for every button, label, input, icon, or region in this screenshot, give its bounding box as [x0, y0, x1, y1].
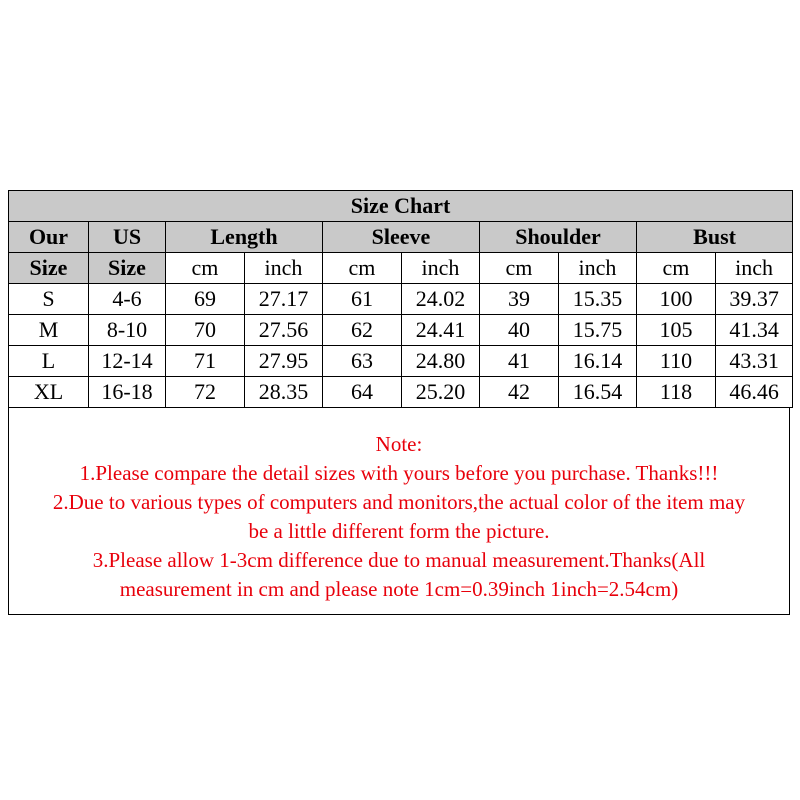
cell-length-cm: 72 — [166, 377, 245, 408]
header-row-1 — [9, 222, 793, 253]
header-us-size-line2: Size — [89, 253, 166, 284]
cell-us-size: 8-10 — [89, 315, 166, 346]
cell-length-inch: 27.17 — [245, 284, 323, 315]
header-our-size-line1: Our — [9, 222, 89, 253]
cell-our-size: L — [9, 346, 89, 377]
header-our-size-line2: Size — [9, 253, 89, 284]
cell-shoulder-cm: 41 — [480, 346, 559, 377]
table-row — [9, 284, 793, 315]
cell-length-cm: 69 — [166, 284, 245, 315]
cell-us-size: 12-14 — [89, 346, 166, 377]
header-sleeve: Sleeve — [323, 222, 480, 253]
cell-shoulder-inch: 16.54 — [559, 377, 637, 408]
cell-shoulder-cm: 39 — [480, 284, 559, 315]
unit-length-inch: inch — [245, 253, 323, 284]
cell-length-inch: 27.95 — [245, 346, 323, 377]
cell-length-cm: 70 — [166, 315, 245, 346]
note-line-1: 1.Please compare the detail sizes with yours before you purchase. Thanks!!! — [79, 461, 719, 485]
table-row — [9, 346, 793, 377]
header-bust: Bust — [637, 222, 793, 253]
cell-bust-inch: 41.34 — [716, 315, 793, 346]
note-heading: Note: — [375, 432, 423, 456]
cell-sleeve-inch: 24.41 — [402, 315, 480, 346]
size-chart — [8, 190, 792, 615]
table-row — [9, 315, 793, 346]
unit-sleeve-cm: cm — [323, 253, 402, 284]
cell-shoulder-cm: 40 — [480, 315, 559, 346]
cell-sleeve-inch: 24.02 — [402, 284, 480, 315]
cell-length-inch: 27.56 — [245, 315, 323, 346]
unit-shoulder-cm: cm — [480, 253, 559, 284]
cell-sleeve-cm: 61 — [323, 284, 402, 315]
notes-box — [8, 408, 790, 615]
cell-length-inch: 28.35 — [245, 377, 323, 408]
note-line-3a: 3.Please allow 1-3cm difference due to manual measurement.Thanks(All — [92, 548, 706, 572]
header-row-2 — [9, 253, 793, 284]
note-line-3b: measurement in cm and please note 1cm=0.39inch 1inch=2.54cm) — [119, 577, 679, 601]
cell-bust-cm: 110 — [637, 346, 716, 377]
cell-shoulder-inch: 16.14 — [559, 346, 637, 377]
header-us-size-line1: US — [89, 222, 166, 253]
cell-bust-cm: 105 — [637, 315, 716, 346]
cell-sleeve-inch: 24.80 — [402, 346, 480, 377]
note-line-2b: be a little different form the picture. — [248, 519, 550, 543]
cell-bust-cm: 100 — [637, 284, 716, 315]
unit-length-cm: cm — [166, 253, 245, 284]
title-row — [9, 191, 793, 222]
cell-shoulder-cm: 42 — [480, 377, 559, 408]
cell-shoulder-inch: 15.35 — [559, 284, 637, 315]
cell-sleeve-cm: 63 — [323, 346, 402, 377]
header-shoulder: Shoulder — [480, 222, 637, 253]
cell-bust-cm: 118 — [637, 377, 716, 408]
cell-sleeve-cm: 62 — [323, 315, 402, 346]
cell-our-size: XL — [9, 377, 89, 408]
note-line-2a: 2.Due to various types of computers and monitors,the actual color of the item may — [52, 490, 746, 514]
cell-us-size: 4-6 — [89, 284, 166, 315]
unit-bust-cm: cm — [637, 253, 716, 284]
cell-shoulder-inch: 15.75 — [559, 315, 637, 346]
size-chart-table — [8, 190, 793, 408]
chart-title: Size Chart — [9, 191, 793, 222]
cell-bust-inch: 46.46 — [716, 377, 793, 408]
unit-shoulder-inch: inch — [559, 253, 637, 284]
unit-bust-inch: inch — [716, 253, 793, 284]
header-length: Length — [166, 222, 323, 253]
cell-sleeve-inch: 25.20 — [402, 377, 480, 408]
cell-length-cm: 71 — [166, 346, 245, 377]
cell-us-size: 16-18 — [89, 377, 166, 408]
cell-sleeve-cm: 64 — [323, 377, 402, 408]
unit-sleeve-inch: inch — [402, 253, 480, 284]
cell-our-size: S — [9, 284, 89, 315]
table-row — [9, 377, 793, 408]
cell-bust-inch: 39.37 — [716, 284, 793, 315]
cell-our-size: M — [9, 315, 89, 346]
cell-bust-inch: 43.31 — [716, 346, 793, 377]
